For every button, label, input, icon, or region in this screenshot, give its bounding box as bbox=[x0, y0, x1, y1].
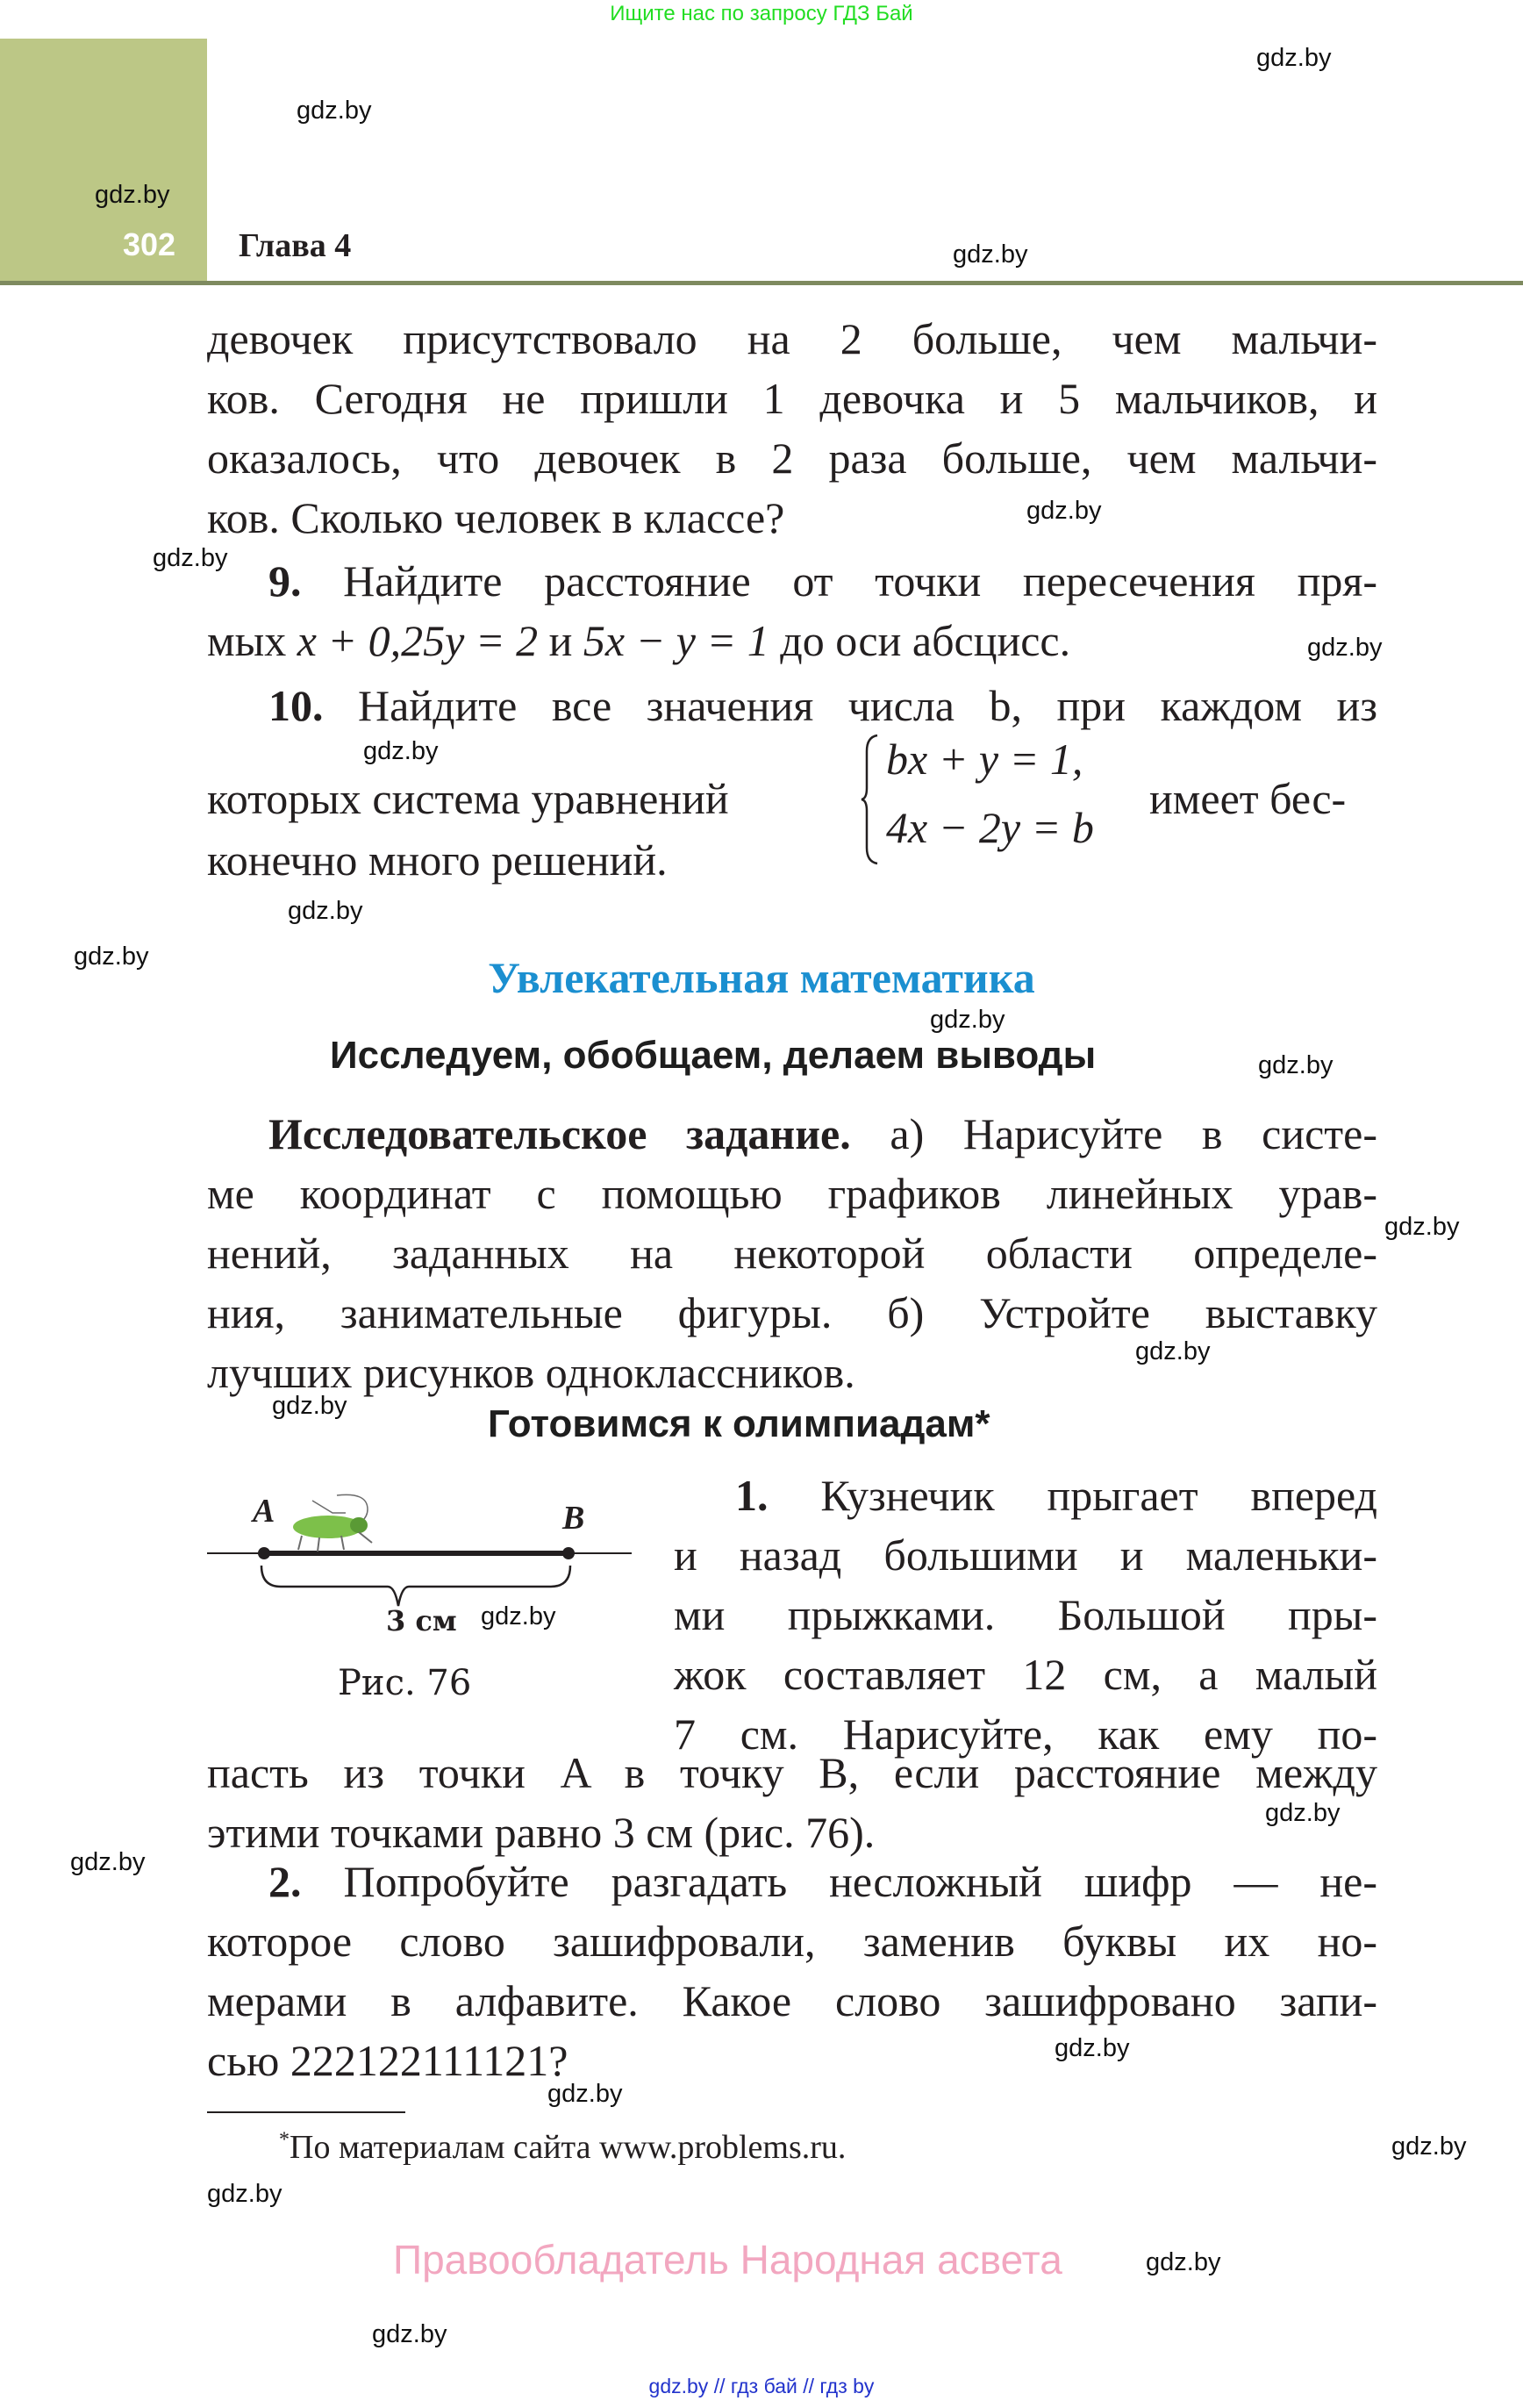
watermark: gdz.by bbox=[95, 181, 170, 209]
problem-number: 2. bbox=[268, 1857, 302, 1906]
olympiad-title: Готовимся к олимпиадам* bbox=[488, 1402, 990, 1445]
watermark: gdz.by bbox=[930, 1006, 1005, 1034]
problem-text: Найдите все значения числа b, при каждом из bbox=[358, 681, 1378, 730]
watermark: gdz.by bbox=[953, 240, 1028, 269]
text-line: оказалось, что девочек в 2 раза больше, чем мальчи- bbox=[207, 434, 1377, 483]
problem-text: Кузнечик прыгает вперед bbox=[820, 1471, 1377, 1520]
equation-system bbox=[860, 734, 1132, 865]
watermark: gdz.by bbox=[1026, 497, 1102, 525]
research-label: Исследовательское задание. bbox=[268, 1109, 851, 1158]
watermark: gdz.by bbox=[1256, 44, 1332, 72]
problem-9 bbox=[207, 551, 1377, 670]
watermark: gdz.by bbox=[153, 544, 228, 572]
watermark: gdz.by bbox=[272, 1392, 347, 1420]
problem-10 bbox=[207, 676, 1377, 735]
text-line: 7 см. Нарисуйте, как ему по- bbox=[674, 1709, 1377, 1759]
text-line: сью 222122111121? bbox=[207, 2036, 568, 2085]
footnote-text: По материалам сайта www.problems.ru. bbox=[290, 2129, 847, 2166]
text-line: ков. Сколько человек в классе? bbox=[207, 493, 785, 542]
problem-text: до оси абсцисс. bbox=[769, 616, 1071, 665]
watermark: gdz.by bbox=[297, 97, 372, 125]
copyright-notice: Правообладатель Народная асвета bbox=[393, 2237, 1062, 2283]
problem-text: имеет бес- bbox=[1149, 774, 1347, 823]
top-banner[interactable]: Ищите нас по запросу ГДЗ Бай bbox=[610, 2, 913, 25]
problem-number: 9. bbox=[268, 556, 302, 606]
problem-text: а) Нарисуйте в систе- bbox=[850, 1109, 1378, 1158]
problem-number: 10. bbox=[268, 681, 324, 730]
watermark: gdz.by bbox=[1146, 2248, 1221, 2276]
problem-text: Попробуйте разгадать несложный шифр — не- bbox=[343, 1857, 1378, 1906]
text-line bbox=[674, 1466, 1377, 1525]
watermark: gdz.by bbox=[547, 2080, 623, 2108]
problem-text: Найдите расстояние от точки пересечения пря- bbox=[343, 556, 1377, 606]
olympiad-problem-2 bbox=[207, 1852, 1377, 2090]
problem-text: которых система уравнений bbox=[207, 774, 729, 823]
footnote-marker: * bbox=[279, 2128, 290, 2152]
header-rule bbox=[0, 281, 1523, 285]
text-line bbox=[207, 1852, 1377, 1911]
watermark: gdz.by bbox=[288, 897, 363, 925]
distance-label: 3 см bbox=[386, 1604, 457, 1638]
watermark: gdz.by bbox=[1055, 2034, 1130, 2062]
text-line: которое слово зашифровали, заменив буквы их но- bbox=[207, 1917, 1377, 1966]
footnote-divider bbox=[207, 2111, 405, 2113]
watermark: gdz.by bbox=[1258, 1051, 1334, 1079]
problem-text: конечно много решений. bbox=[207, 835, 668, 885]
problem-number: 1. bbox=[735, 1471, 769, 1520]
equation: x + 0,25y = 2 bbox=[297, 616, 539, 665]
watermark: gdz.by bbox=[372, 2320, 447, 2348]
watermark: gdz.by bbox=[363, 737, 439, 765]
watermark: gdz.by bbox=[74, 942, 149, 971]
text-line: ков. Сегодня не пришли 1 девочка и 5 мальчиков, и bbox=[207, 374, 1377, 423]
watermark: gdz.by bbox=[1391, 2132, 1467, 2161]
page-number: 302 bbox=[123, 226, 176, 262]
text-line bbox=[207, 551, 1377, 611]
olympiad-problem-1-cont bbox=[207, 1743, 1377, 1862]
watermark: gdz.by bbox=[70, 1848, 146, 1876]
watermark: gdz.by bbox=[1265, 1799, 1341, 1827]
text-line bbox=[207, 676, 1377, 735]
watermark: gdz.by bbox=[207, 2180, 282, 2208]
page-number-block bbox=[0, 39, 207, 281]
brace-icon bbox=[860, 734, 881, 865]
problem-text: мых bbox=[207, 616, 297, 665]
footnote bbox=[279, 2128, 846, 2167]
watermark: gdz.by bbox=[481, 1602, 556, 1630]
text-line: пасть из точки A в точку B, если расстояние между bbox=[207, 1748, 1377, 1797]
section-subtitle: Исследуем, обобщаем, делаем выводы bbox=[330, 1034, 1097, 1077]
text-line: нений, заданных на некоторой области определе- bbox=[207, 1229, 1377, 1278]
text-line bbox=[207, 611, 1377, 670]
grasshopper-icon bbox=[284, 1492, 381, 1553]
section-title: Увлекательная математика bbox=[488, 953, 1035, 1002]
text-line: этими точками равно 3 см (рис. 76). bbox=[207, 1808, 876, 1857]
text-line: ме координат с помощью графиков линейных урав- bbox=[207, 1169, 1377, 1218]
text-line: и назад большими и маленьки- bbox=[674, 1530, 1377, 1580]
equation-line: bx + y = 1, bbox=[886, 735, 1083, 784]
point-b-label: B bbox=[562, 1500, 585, 1537]
olympiad-problem-1 bbox=[674, 1466, 1377, 1764]
text-line: жок составляет 12 см, а малый bbox=[674, 1650, 1377, 1699]
point-a-label: A bbox=[253, 1493, 275, 1530]
bottom-links[interactable]: gdz.by // гдз бай // гдз by bbox=[648, 2375, 875, 2397]
figure-caption: Рис. 76 bbox=[338, 1663, 472, 1703]
text-line: девочек присутствовало на 2 больше, чем мальчи- bbox=[207, 314, 1377, 363]
watermark: gdz.by bbox=[1135, 1337, 1211, 1365]
text-line: ния, занимательные фигуры. б) Устройте выставку bbox=[207, 1288, 1377, 1337]
watermark: gdz.by bbox=[1307, 634, 1383, 662]
chapter-title: Глава 4 bbox=[239, 227, 352, 264]
equation-line: 4x − 2y = b bbox=[886, 803, 1094, 852]
watermark: gdz.by bbox=[1384, 1213, 1460, 1241]
text-line bbox=[207, 1104, 1377, 1164]
problem-text: и bbox=[538, 616, 583, 665]
equation: 5x − y = 1 bbox=[583, 616, 769, 665]
text-line: ми прыжками. Большой пры- bbox=[674, 1590, 1377, 1639]
problem-8-continuation bbox=[207, 309, 1377, 548]
text-line: мерами в алфавите. Какое слово зашифровано запи- bbox=[207, 1976, 1377, 2025]
text-line: лучших рисунков одноклассников. bbox=[207, 1348, 855, 1397]
